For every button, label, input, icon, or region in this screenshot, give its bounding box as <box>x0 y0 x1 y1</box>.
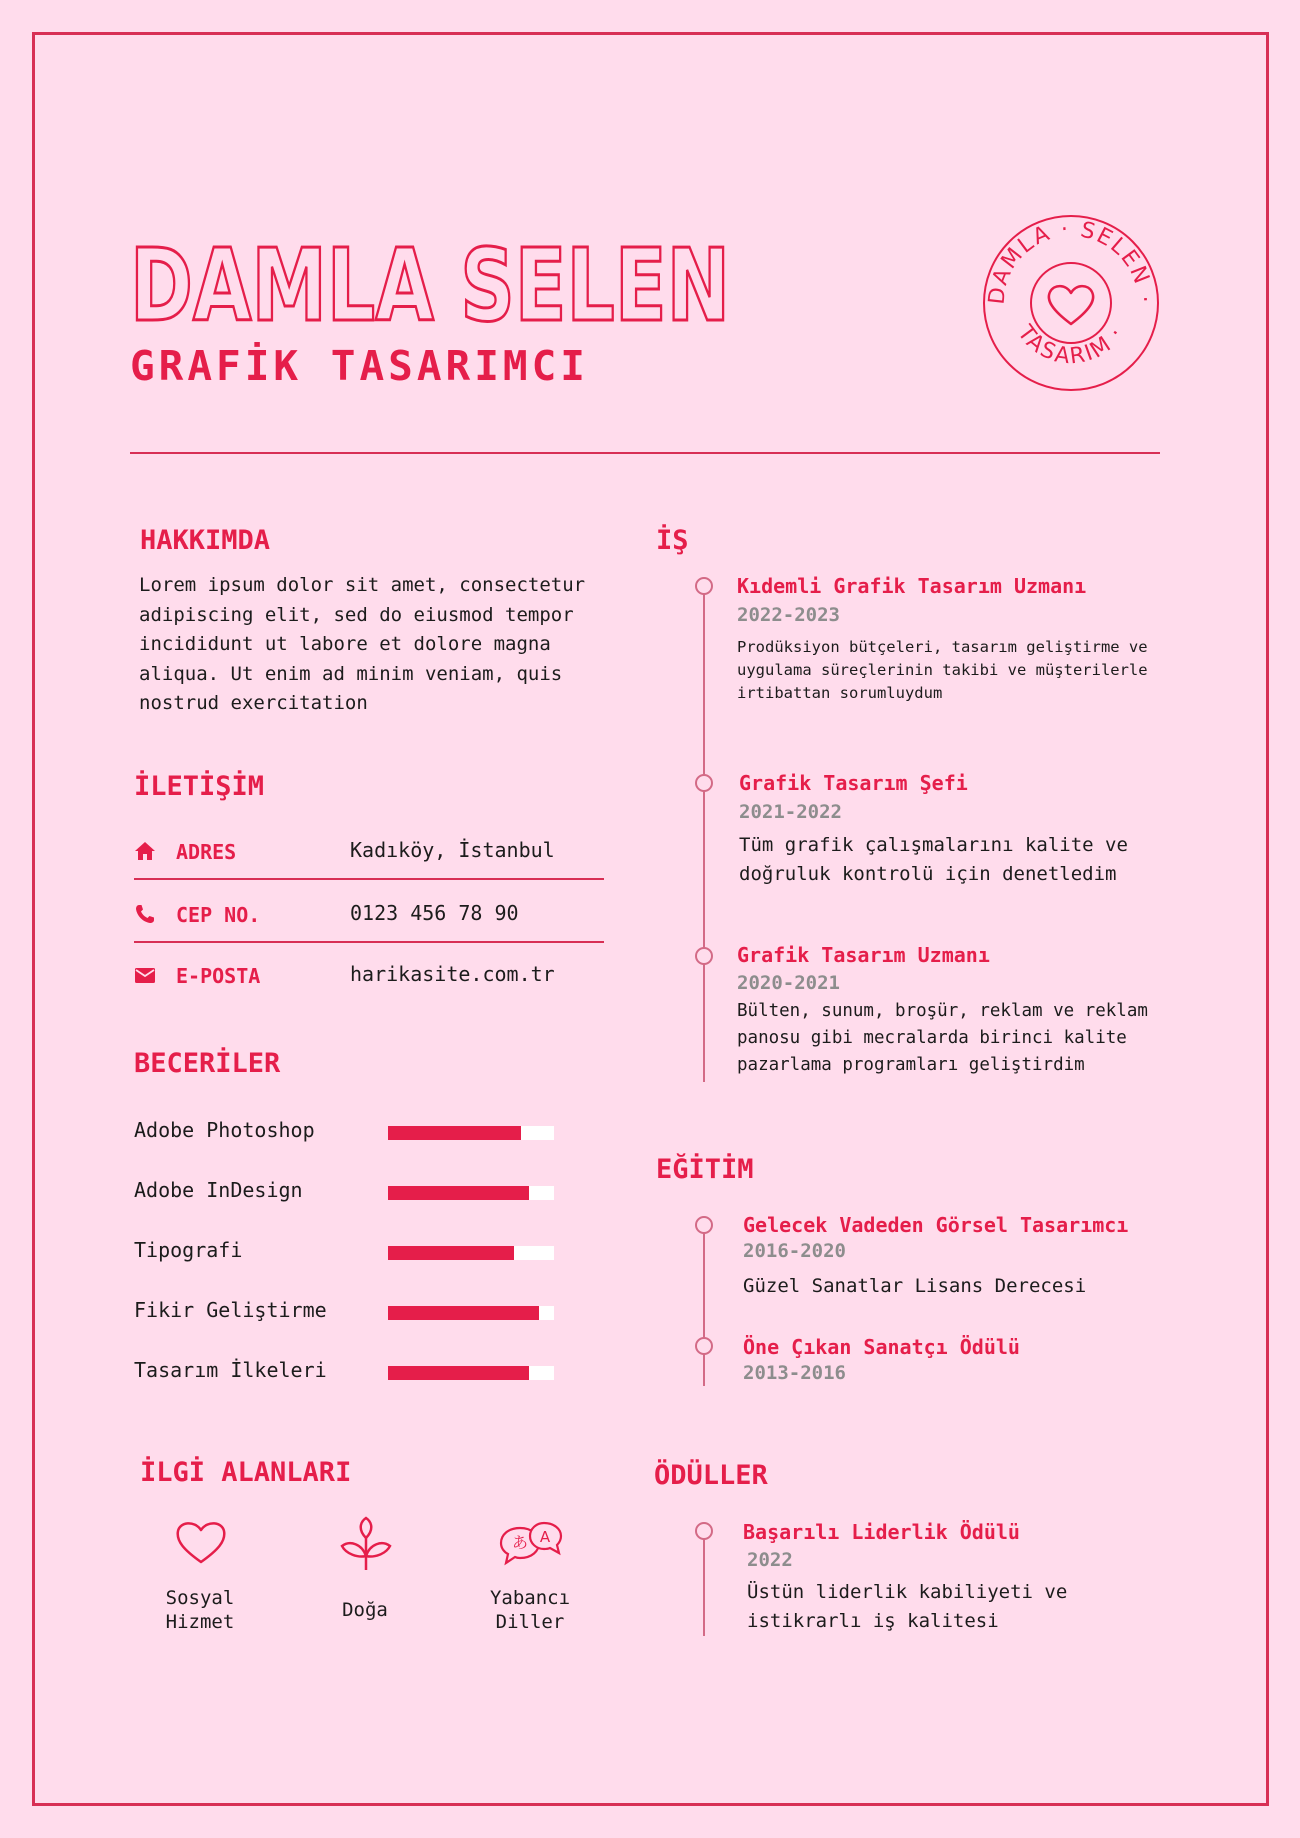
skill-bar-fill <box>388 1366 529 1380</box>
interest-social-service <box>140 1586 260 1634</box>
education-date: 2013-2016 <box>743 1362 846 1384</box>
header-divider <box>130 452 1160 454</box>
timeline-dot <box>695 774 713 792</box>
job-description-line: pazarlama programları geliştirdim <box>737 1055 1085 1075</box>
skill-name: Fikir Geliştirme <box>134 1298 327 1322</box>
timeline-dot <box>695 947 713 965</box>
about-line: Lorem ipsum dolor sit amet, consectetur <box>139 574 586 596</box>
award-title: Başarılı Liderlik Ödülü <box>743 1520 1020 1544</box>
about-line: aliqua. Ut enim ad minim veniam, quis <box>139 662 563 685</box>
skill-bar <box>388 1366 554 1380</box>
job-description-line: Tüm grafik çalışmalarını kalite ve <box>739 834 1128 856</box>
job-title: Kıdemli Grafik Tasarım Uzmanı <box>737 574 1087 598</box>
about-line: nostrud exercitation <box>139 692 368 714</box>
job-title: Grafik Tasarım Şefi <box>739 771 968 795</box>
stamp-bottom-text: TASARIM · <box>1012 321 1130 370</box>
svg-text:A: A <box>539 1528 551 1546</box>
interest-label: Yabancı <box>489 1587 571 1609</box>
skill-item <box>134 1298 574 1328</box>
email-value: harikasite.com.tr <box>350 962 555 986</box>
phone-icon <box>134 903 156 925</box>
job-description-line: panosu gibi mecralarda birinci kalite <box>737 1028 1127 1048</box>
awards-timeline <box>703 1532 705 1636</box>
contact-address <box>134 836 604 898</box>
job-description <box>739 831 1179 889</box>
timeline-dot <box>695 577 713 595</box>
education-title: Gelecek Vadeden Görsel Tasarımcı <box>743 1213 1129 1237</box>
name-text: DAMLA SELEN <box>130 227 730 344</box>
skill-bar-fill <box>388 1186 529 1200</box>
skill-bar <box>388 1186 554 1200</box>
phone-label: CEP NO. <box>176 903 261 927</box>
skill-name: Tasarım İlkeleri <box>134 1358 327 1382</box>
interests-heading: İLGİ ALANLARI <box>140 1457 352 1488</box>
awards-heading: ÖDÜLLER <box>654 1460 768 1491</box>
job-title-heading: GRAFİK TASARIMCI <box>130 342 589 390</box>
skill-bar <box>388 1306 554 1320</box>
timeline-dot <box>695 1522 713 1540</box>
skill-item <box>134 1118 574 1148</box>
phone-value: 0123 456 78 90 <box>350 901 519 925</box>
job-description <box>737 636 1177 705</box>
svg-text:TASARIM · <box>1012 320 1130 369</box>
contact-email <box>134 960 604 1022</box>
job-description-line: Prodüksiyon bütçeleri, tasarım geliştirme ve <box>737 638 1148 656</box>
svg-text:あ: あ <box>511 1533 529 1552</box>
work-heading: İŞ <box>656 525 689 556</box>
interest-label: Sosyal <box>165 1587 235 1609</box>
job-description <box>737 998 1177 1079</box>
interest-label: Doğa <box>342 1599 388 1621</box>
skill-bar-fill <box>388 1306 539 1320</box>
interest-languages <box>470 1586 590 1634</box>
interest-label: Diller <box>495 1611 565 1633</box>
skills-heading: BECERİLER <box>134 1048 281 1079</box>
award-description <box>747 1578 1187 1636</box>
heart-icon <box>1049 286 1093 324</box>
education-title: Öne Çıkan Sanatçı Ödülü <box>743 1335 1020 1359</box>
work-timeline <box>703 586 705 1082</box>
job-description-line: irtibattan sorumluydum <box>737 684 943 702</box>
skill-item <box>134 1178 574 1208</box>
contact-divider <box>134 941 604 943</box>
job-title: Grafik Tasarım Uzmanı <box>737 943 990 967</box>
job-description-line: doğruluk kontrolü için denetledim <box>739 863 1117 885</box>
name-heading <box>128 227 768 344</box>
heart-icon <box>174 1518 228 1570</box>
email-label: E-POSTA <box>176 964 261 988</box>
home-icon <box>134 840 156 862</box>
address-label: ADRES <box>176 840 237 864</box>
skill-bar-fill <box>388 1126 521 1140</box>
education-timeline <box>703 1228 705 1386</box>
contact-phone <box>134 899 604 961</box>
languages-icon <box>498 1520 568 1574</box>
skill-name: Adobe Photoshop <box>134 1118 315 1142</box>
timeline-dot <box>695 1216 713 1234</box>
education-description: Güzel Sanatlar Lisans Derecesi <box>743 1275 1087 1297</box>
job-description-line: Bülten, sunum, broşür, reklam ve reklam <box>737 1001 1148 1021</box>
plant-icon <box>338 1516 394 1576</box>
address-value: Kadıköy, İstanbul <box>350 838 555 862</box>
job-description-line: uygulama süreçlerinin takibi ve müşterilerle <box>737 661 1148 679</box>
contact-heading: İLETİŞİM <box>134 771 265 802</box>
about-heading: HAKKIMDA <box>140 525 271 556</box>
education-heading: EĞİTİM <box>656 1154 754 1185</box>
award-description-line: istikrarlı iş kalitesi <box>747 1610 999 1632</box>
award-description-line: Üstün liderlik kabiliyeti ve <box>747 1581 1068 1603</box>
contact-divider <box>134 878 604 880</box>
stamp-top-text: DAMLA · SELEN · <box>984 216 1158 306</box>
skill-bar <box>388 1126 554 1140</box>
job-date: 2021-2022 <box>739 801 842 823</box>
skill-bar-fill <box>388 1246 514 1260</box>
skill-item <box>134 1238 574 1268</box>
skill-item <box>134 1358 574 1388</box>
name-stamp-logo <box>980 212 1162 394</box>
timeline-dot <box>695 1337 713 1355</box>
about-line: adipiscing elit, sed do eiusmod tempor <box>139 603 574 626</box>
education-date: 2016-2020 <box>743 1240 846 1262</box>
interest-nature <box>305 1598 425 1622</box>
about-line: incididunt ut labore et dolore magna <box>139 633 551 655</box>
skill-name: Adobe InDesign <box>134 1178 303 1202</box>
job-date: 2020-2021 <box>737 972 840 994</box>
job-date: 2022-2023 <box>737 604 840 626</box>
about-text <box>139 571 619 719</box>
award-date: 2022 <box>747 1549 793 1571</box>
skill-name: Tipografi <box>134 1238 243 1262</box>
skill-bar <box>388 1246 554 1260</box>
email-icon <box>134 964 156 986</box>
interest-label: Hizmet <box>165 1611 235 1633</box>
